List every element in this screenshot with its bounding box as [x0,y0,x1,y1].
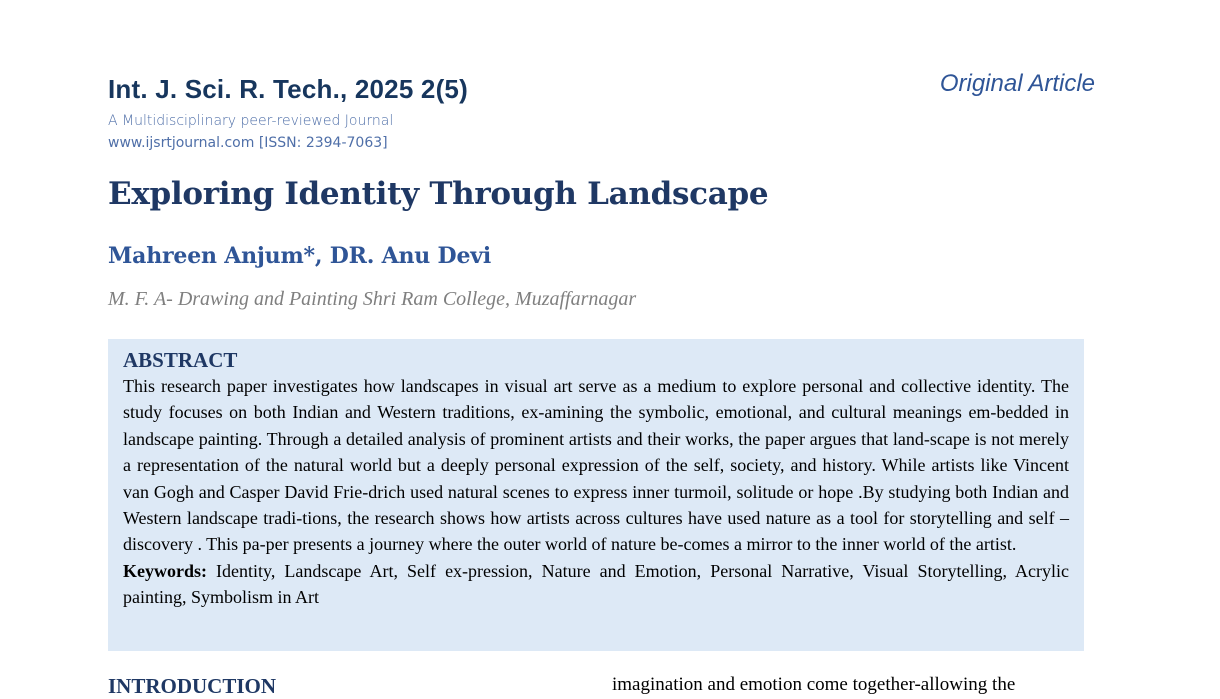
abstract-heading: ABSTRACT [123,348,238,372]
journal-title: Int. J. Sci. R. Tech., 2025 2(5) [108,74,468,104]
keywords-label: Keywords: [123,560,207,581]
author-affiliation: M. F. A- Drawing and Painting Shri Ram College, Muzaffarnagar [108,288,637,310]
abstract-box [108,339,1084,651]
article-type-label: Original Article [939,70,1095,97]
paper-title: Exploring Identity Through Landscape [108,176,769,212]
introduction-heading: INTRODUCTION [108,674,277,698]
keywords-text: Identity, Landscape Art, Self ex-pression, Nature and Emotion, Personal Narrative, Visual Storytelling, Acrylic painting, Symbolism in Art [123,560,1069,608]
journal-url: www.ijsrtjournal.com [ISSN: 2394-7063] [108,135,388,151]
paper-authors: Mahreen Anjum*, DR. Anu Devi [108,243,491,269]
abstract-text: This research paper investigates how landscapes in visual art serve as a medium to explore personal and collective identity. The study focuses on both Indian and Western traditions, ex-amining the symbolic, emotional, and cultural meanings em-bedded in landscape painting. Through a detailed analysis of prominent artists and their works, the paper argues that land-scape is not merely a representation of the natural world but a deeply personal expression of the self, society, and history. While artists like Vincent van Gogh and Casper David Frie-drich used natural scenes to express inner turmoil, solitude or hope .By studying both Indian and Western landscape tradi-tions, the research shows how artists across cultures have used nature as a tool for storytelling and self –discovery . This pa-per presents a journey where the outer world of nature be-comes a mirror to the inner world of the artist. [123,376,1069,555]
keywords-line [123,558,1069,611]
journal-subtitle: A Multidisciplinary peer-reviewed Journal [108,113,394,129]
right-column-text: imagination and emotion come together-allowing the [612,674,1016,695]
